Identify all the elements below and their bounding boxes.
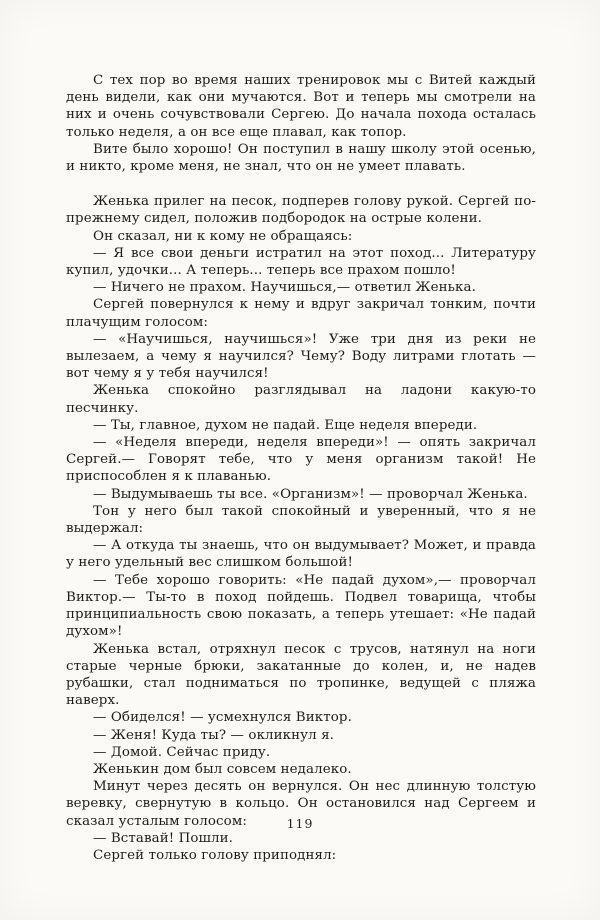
paragraph: Женькин дом был совсем недалеко. bbox=[93, 761, 352, 777]
paragraph: Сергей только голову приподнял: bbox=[93, 847, 337, 863]
paragraph: — Ничего не прахом. Научишься,— ответил Женька. bbox=[93, 280, 476, 296]
paragraph: Сергей повернулся к нему и вдруг закричал тонким, почти плачущим голосом: bbox=[66, 297, 536, 330]
paragraph: С тех пор во время наших тренировок мы с Витей каждый день видели, как они мучаются. Вот и теперь мы смотрели на них и очень сочувствовали Сергею. До начала похода осталась только неделя, а он все еще плавал, как топор. bbox=[66, 73, 536, 140]
paragraph: Женька спокойно разглядывал на ладони какую-то песчинку. bbox=[66, 383, 536, 416]
paragraph: Женька встал, отряхнул песок с трусов, натянул на ноги старые черные брюки, закатанные до колен, и, не надев рубашки, стал подниматься по тропинке, ведущей с пляжа наверх. bbox=[66, 641, 536, 709]
paragraph: — Домой. Сейчас приду. bbox=[93, 744, 271, 760]
paragraph: Тон у него был такой спокойный и уверенный, что я не выдержал: bbox=[66, 503, 536, 537]
paragraph: — Я все свои деньги истратил на этот поход... Литературу купил, удочки... А теперь... теперь все прахом пошло! bbox=[66, 245, 536, 279]
paragraph: Он сказал, ни к кому не обращаясь: bbox=[93, 228, 353, 244]
paragraph: — Выдумываешь ты все. «Организм»! — проворчал Женька. bbox=[93, 486, 528, 502]
paragraph: — Обиделся! — усмехнулся Виктор. bbox=[93, 710, 352, 726]
paragraph: — Ты, главное, духом не падай. Еще неделя впереди. bbox=[93, 417, 478, 433]
page-number: 119 bbox=[286, 816, 314, 831]
paragraph: — Вставай! Пошли. bbox=[93, 830, 234, 846]
paragraph: — «Научишься, научишься»! Уже три дня из реки не вылезаем, а чему я научился? Чему? Воду литрами глотать — вот чему я у тебя научился! bbox=[66, 331, 536, 382]
paragraph: Женька прилег на песок, подперев голову рукой. Сергей по-прежнему сидел, положив подбородок на острые колени. bbox=[66, 194, 536, 227]
paragraph: — Женя! Куда ты? — окликнул я. bbox=[93, 727, 335, 743]
paragraph: — Тебе хорошо говорить: «Не падай духом»,— проворчал Виктор.— Ты-то в поход пойдешь. Подвел товарища, чтобы принципиальность свою показать, а теперь утешает: «Не падай духом»! bbox=[66, 572, 536, 640]
paragraph: Вите было хорошо! Он поступил в нашу школу этой осенью, и никто, кроме меня, не знал, что он не умеет плавать. bbox=[66, 141, 536, 175]
page-text-block bbox=[66, 72, 536, 864]
paragraph: — «Неделя впереди, неделя впереди»! — опять закричал Сергей.— Говорят тебе, что у меня организм такой! Не приспособлен я к плаванью. bbox=[66, 435, 536, 485]
paragraph: — А откуда ты знаешь, что он выдумывает? Может, и правда у него удельный вес слишком большой! bbox=[66, 538, 536, 571]
paragraph: Минут через десять он вернулся. Он нес длинную толстую веревку, свернутую в кольцо. Он остановился над Сергеем и сказал усталым голосом: bbox=[66, 779, 536, 829]
